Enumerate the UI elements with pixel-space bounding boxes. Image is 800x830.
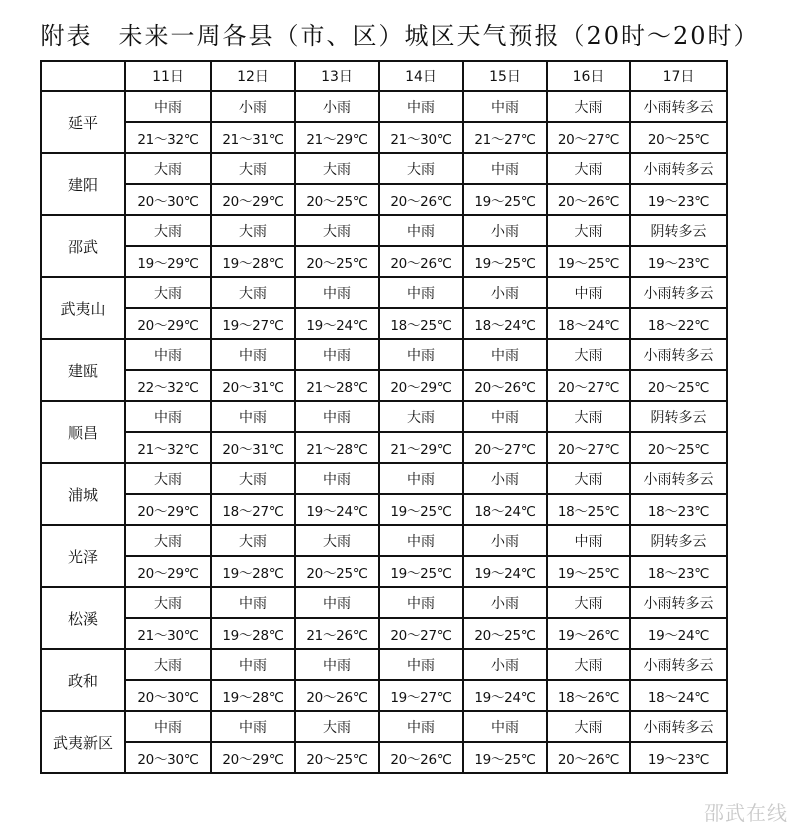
temperature-cell: 20～25℃ (295, 184, 379, 215)
temperature-cell: 19～23℃ (630, 184, 727, 215)
weather-cell: 小雨转多云 (630, 91, 727, 122)
weather-cell: 大雨 (125, 649, 211, 680)
weather-cell: 大雨 (379, 401, 463, 432)
temperature-cell: 21～31℃ (211, 122, 295, 153)
temperature-cell: 18～25℃ (547, 494, 630, 525)
temperature-cell: 20～25℃ (463, 618, 547, 649)
weather-cell: 小雨转多云 (630, 153, 727, 184)
weather-cell: 中雨 (295, 339, 379, 370)
weather-row (41, 463, 727, 494)
weather-cell: 大雨 (547, 463, 630, 494)
weather-cell: 大雨 (211, 525, 295, 556)
temperature-cell: 20～25℃ (295, 246, 379, 277)
weather-row (41, 525, 727, 556)
temperature-cell: 19～28℃ (211, 556, 295, 587)
temperature-cell: 19～28℃ (211, 680, 295, 711)
temperature-cell: 19～24℃ (463, 556, 547, 587)
weather-cell: 大雨 (295, 525, 379, 556)
weather-cell: 大雨 (211, 153, 295, 184)
weather-cell: 中雨 (295, 649, 379, 680)
county-name: 光泽 (41, 525, 125, 587)
temperature-cell: 21～32℃ (125, 432, 211, 463)
temperature-cell: 19～25℃ (547, 246, 630, 277)
temperature-row (41, 680, 727, 711)
temperature-cell: 21～30℃ (379, 122, 463, 153)
temperature-cell: 20～25℃ (630, 122, 727, 153)
weather-cell: 大雨 (547, 649, 630, 680)
temperature-cell: 20～30℃ (125, 184, 211, 215)
weather-row (41, 339, 727, 370)
weather-cell: 大雨 (547, 339, 630, 370)
weather-cell: 大雨 (295, 711, 379, 742)
temperature-cell: 18～24℃ (463, 308, 547, 339)
county-name: 建阳 (41, 153, 125, 215)
temperature-cell: 21～26℃ (295, 618, 379, 649)
weather-cell: 中雨 (211, 339, 295, 370)
weather-cell: 小雨 (295, 91, 379, 122)
day-header: 15日 (463, 61, 547, 91)
weather-cell: 中雨 (211, 587, 295, 618)
weather-cell: 小雨 (463, 587, 547, 618)
weather-row (41, 215, 727, 246)
weather-cell: 中雨 (379, 711, 463, 742)
temperature-cell: 19～25℃ (463, 742, 547, 773)
county-name: 建瓯 (41, 339, 125, 401)
weather-row (41, 91, 727, 122)
county-name: 浦城 (41, 463, 125, 525)
temperature-cell: 18～26℃ (547, 680, 630, 711)
page-title: 附表 未来一周各县（市、区）城区天气预报（20时～20时） (40, 22, 760, 50)
weather-cell: 小雨转多云 (630, 463, 727, 494)
temperature-row (41, 432, 727, 463)
weather-cell: 中雨 (125, 401, 211, 432)
county-name: 政和 (41, 649, 125, 711)
temperature-row (41, 184, 727, 215)
temperature-cell: 20～26℃ (463, 370, 547, 401)
temperature-cell: 21～30℃ (125, 618, 211, 649)
temperature-cell: 20～31℃ (211, 432, 295, 463)
weather-row (41, 277, 727, 308)
temperature-cell: 20～29℃ (125, 556, 211, 587)
weather-cell: 中雨 (125, 711, 211, 742)
day-header: 14日 (379, 61, 463, 91)
temperature-cell: 21～29℃ (295, 122, 379, 153)
header-row (41, 61, 727, 91)
temperature-cell: 18～23℃ (630, 494, 727, 525)
temperature-cell: 21～27℃ (463, 122, 547, 153)
county-name: 顺昌 (41, 401, 125, 463)
weather-cell: 大雨 (125, 463, 211, 494)
temperature-cell: 20～25℃ (630, 370, 727, 401)
weather-cell: 中雨 (125, 339, 211, 370)
weather-cell: 中雨 (379, 339, 463, 370)
temperature-cell: 19～24℃ (463, 680, 547, 711)
temperature-cell: 20～26℃ (547, 184, 630, 215)
weather-cell: 中雨 (379, 215, 463, 246)
weather-cell: 小雨 (463, 215, 547, 246)
temperature-cell: 19～25℃ (547, 556, 630, 587)
county-name: 延平 (41, 91, 125, 153)
day-header: 16日 (547, 61, 630, 91)
temperature-cell: 19～28℃ (211, 618, 295, 649)
weather-cell: 小雨转多云 (630, 711, 727, 742)
temperature-cell: 22～32℃ (125, 370, 211, 401)
weather-cell: 中雨 (295, 587, 379, 618)
day-header: 11日 (125, 61, 211, 91)
county-name: 武夷新区 (41, 711, 125, 773)
weather-cell: 大雨 (211, 277, 295, 308)
temperature-cell: 18～23℃ (630, 556, 727, 587)
temperature-row (41, 618, 727, 649)
weather-cell: 大雨 (295, 215, 379, 246)
temperature-cell: 18～24℃ (630, 680, 727, 711)
weather-cell: 中雨 (463, 91, 547, 122)
temperature-cell: 20～26℃ (379, 184, 463, 215)
temperature-cell: 20～27℃ (547, 432, 630, 463)
temperature-cell: 19～26℃ (547, 618, 630, 649)
temperature-cell: 20～27℃ (547, 370, 630, 401)
weather-cell: 中雨 (211, 649, 295, 680)
temperature-cell: 21～29℃ (379, 432, 463, 463)
weather-cell: 大雨 (547, 91, 630, 122)
temperature-cell: 20～29℃ (125, 494, 211, 525)
weather-cell: 小雨转多云 (630, 339, 727, 370)
temperature-cell: 18～25℃ (379, 308, 463, 339)
temperature-cell: 20～29℃ (125, 308, 211, 339)
weather-cell: 中雨 (463, 153, 547, 184)
day-header: 12日 (211, 61, 295, 91)
forecast-table (40, 60, 728, 774)
temperature-cell: 20～27℃ (379, 618, 463, 649)
forecast-body (41, 91, 727, 773)
weather-cell: 小雨 (463, 525, 547, 556)
temperature-cell: 20～25℃ (630, 432, 727, 463)
weather-cell: 小雨 (211, 91, 295, 122)
temperature-row (41, 246, 727, 277)
temperature-cell: 21～28℃ (295, 432, 379, 463)
weather-cell: 中雨 (379, 463, 463, 494)
temperature-cell: 19～23℃ (630, 742, 727, 773)
temperature-cell: 19～25℃ (463, 184, 547, 215)
temperature-row (41, 370, 727, 401)
weather-row (41, 401, 727, 432)
weather-cell: 大雨 (211, 463, 295, 494)
temperature-cell: 20～25℃ (295, 556, 379, 587)
day-header: 17日 (630, 61, 727, 91)
weather-cell: 中雨 (379, 277, 463, 308)
temperature-row (41, 308, 727, 339)
weather-cell: 阴转多云 (630, 401, 727, 432)
weather-cell: 小雨 (463, 277, 547, 308)
temperature-row (41, 556, 727, 587)
weather-cell: 大雨 (547, 215, 630, 246)
weather-cell: 中雨 (463, 401, 547, 432)
temperature-cell: 20～29℃ (379, 370, 463, 401)
weather-row (41, 711, 727, 742)
temperature-cell: 20～26℃ (295, 680, 379, 711)
county-name: 松溪 (41, 587, 125, 649)
temperature-cell: 19～25℃ (379, 556, 463, 587)
temperature-cell: 19～28℃ (211, 246, 295, 277)
temperature-cell: 20～31℃ (211, 370, 295, 401)
weather-cell: 大雨 (295, 153, 379, 184)
weather-cell: 中雨 (295, 401, 379, 432)
weather-cell: 中雨 (211, 711, 295, 742)
weather-cell: 大雨 (547, 401, 630, 432)
temperature-cell: 19～27℃ (211, 308, 295, 339)
weather-cell: 小雨转多云 (630, 277, 727, 308)
temperature-cell: 20～30℃ (125, 680, 211, 711)
temperature-cell: 18～24℃ (547, 308, 630, 339)
weather-row (41, 153, 727, 184)
weather-cell: 小雨转多云 (630, 587, 727, 618)
weather-row (41, 649, 727, 680)
temperature-cell: 21～28℃ (295, 370, 379, 401)
temperature-cell: 19～24℃ (295, 308, 379, 339)
watermark: 邵武在线 (704, 801, 788, 825)
weather-cell: 大雨 (379, 153, 463, 184)
temperature-cell: 20～29℃ (211, 184, 295, 215)
temperature-cell: 18～27℃ (211, 494, 295, 525)
weather-cell: 阴转多云 (630, 215, 727, 246)
temperature-cell: 20～27℃ (463, 432, 547, 463)
weather-cell: 阴转多云 (630, 525, 727, 556)
day-header: 13日 (295, 61, 379, 91)
temperature-cell: 20～30℃ (125, 742, 211, 773)
temperature-cell: 19～25℃ (463, 246, 547, 277)
county-name: 邵武 (41, 215, 125, 277)
weather-cell: 大雨 (547, 587, 630, 618)
temperature-cell: 19～24℃ (295, 494, 379, 525)
header-corner-cell (41, 61, 125, 91)
temperature-cell: 20～25℃ (295, 742, 379, 773)
weather-cell: 中雨 (211, 401, 295, 432)
weather-cell: 中雨 (379, 91, 463, 122)
weather-cell: 大雨 (211, 215, 295, 246)
temperature-cell: 20～27℃ (547, 122, 630, 153)
temperature-row (41, 122, 727, 153)
weather-cell: 大雨 (547, 711, 630, 742)
weather-cell: 中雨 (295, 463, 379, 494)
weather-cell: 中雨 (379, 525, 463, 556)
temperature-cell: 19～25℃ (379, 494, 463, 525)
weather-cell: 中雨 (125, 91, 211, 122)
weather-cell: 大雨 (125, 587, 211, 618)
temperature-cell: 20～26℃ (379, 742, 463, 773)
weather-cell: 大雨 (547, 153, 630, 184)
county-name: 武夷山 (41, 277, 125, 339)
temperature-cell: 20～26℃ (547, 742, 630, 773)
temperature-cell: 19～29℃ (125, 246, 211, 277)
temperature-cell: 18～22℃ (630, 308, 727, 339)
weather-cell: 小雨转多云 (630, 649, 727, 680)
weather-cell: 中雨 (379, 587, 463, 618)
weather-cell: 大雨 (125, 215, 211, 246)
temperature-cell: 20～26℃ (379, 246, 463, 277)
weather-cell: 中雨 (463, 711, 547, 742)
temperature-row (41, 742, 727, 773)
temperature-row (41, 494, 727, 525)
temperature-cell: 19～23℃ (630, 246, 727, 277)
weather-cell: 大雨 (125, 525, 211, 556)
weather-cell: 大雨 (125, 153, 211, 184)
weather-cell: 中雨 (379, 649, 463, 680)
weather-row (41, 587, 727, 618)
weather-cell: 中雨 (547, 277, 630, 308)
weather-cell: 中雨 (463, 339, 547, 370)
weather-cell: 中雨 (547, 525, 630, 556)
temperature-cell: 19～24℃ (630, 618, 727, 649)
temperature-cell: 21～32℃ (125, 122, 211, 153)
weather-cell: 小雨 (463, 463, 547, 494)
temperature-cell: 19～27℃ (379, 680, 463, 711)
weather-cell: 大雨 (125, 277, 211, 308)
temperature-cell: 18～24℃ (463, 494, 547, 525)
temperature-cell: 20～29℃ (211, 742, 295, 773)
weather-cell: 中雨 (295, 277, 379, 308)
weather-cell: 小雨 (463, 649, 547, 680)
